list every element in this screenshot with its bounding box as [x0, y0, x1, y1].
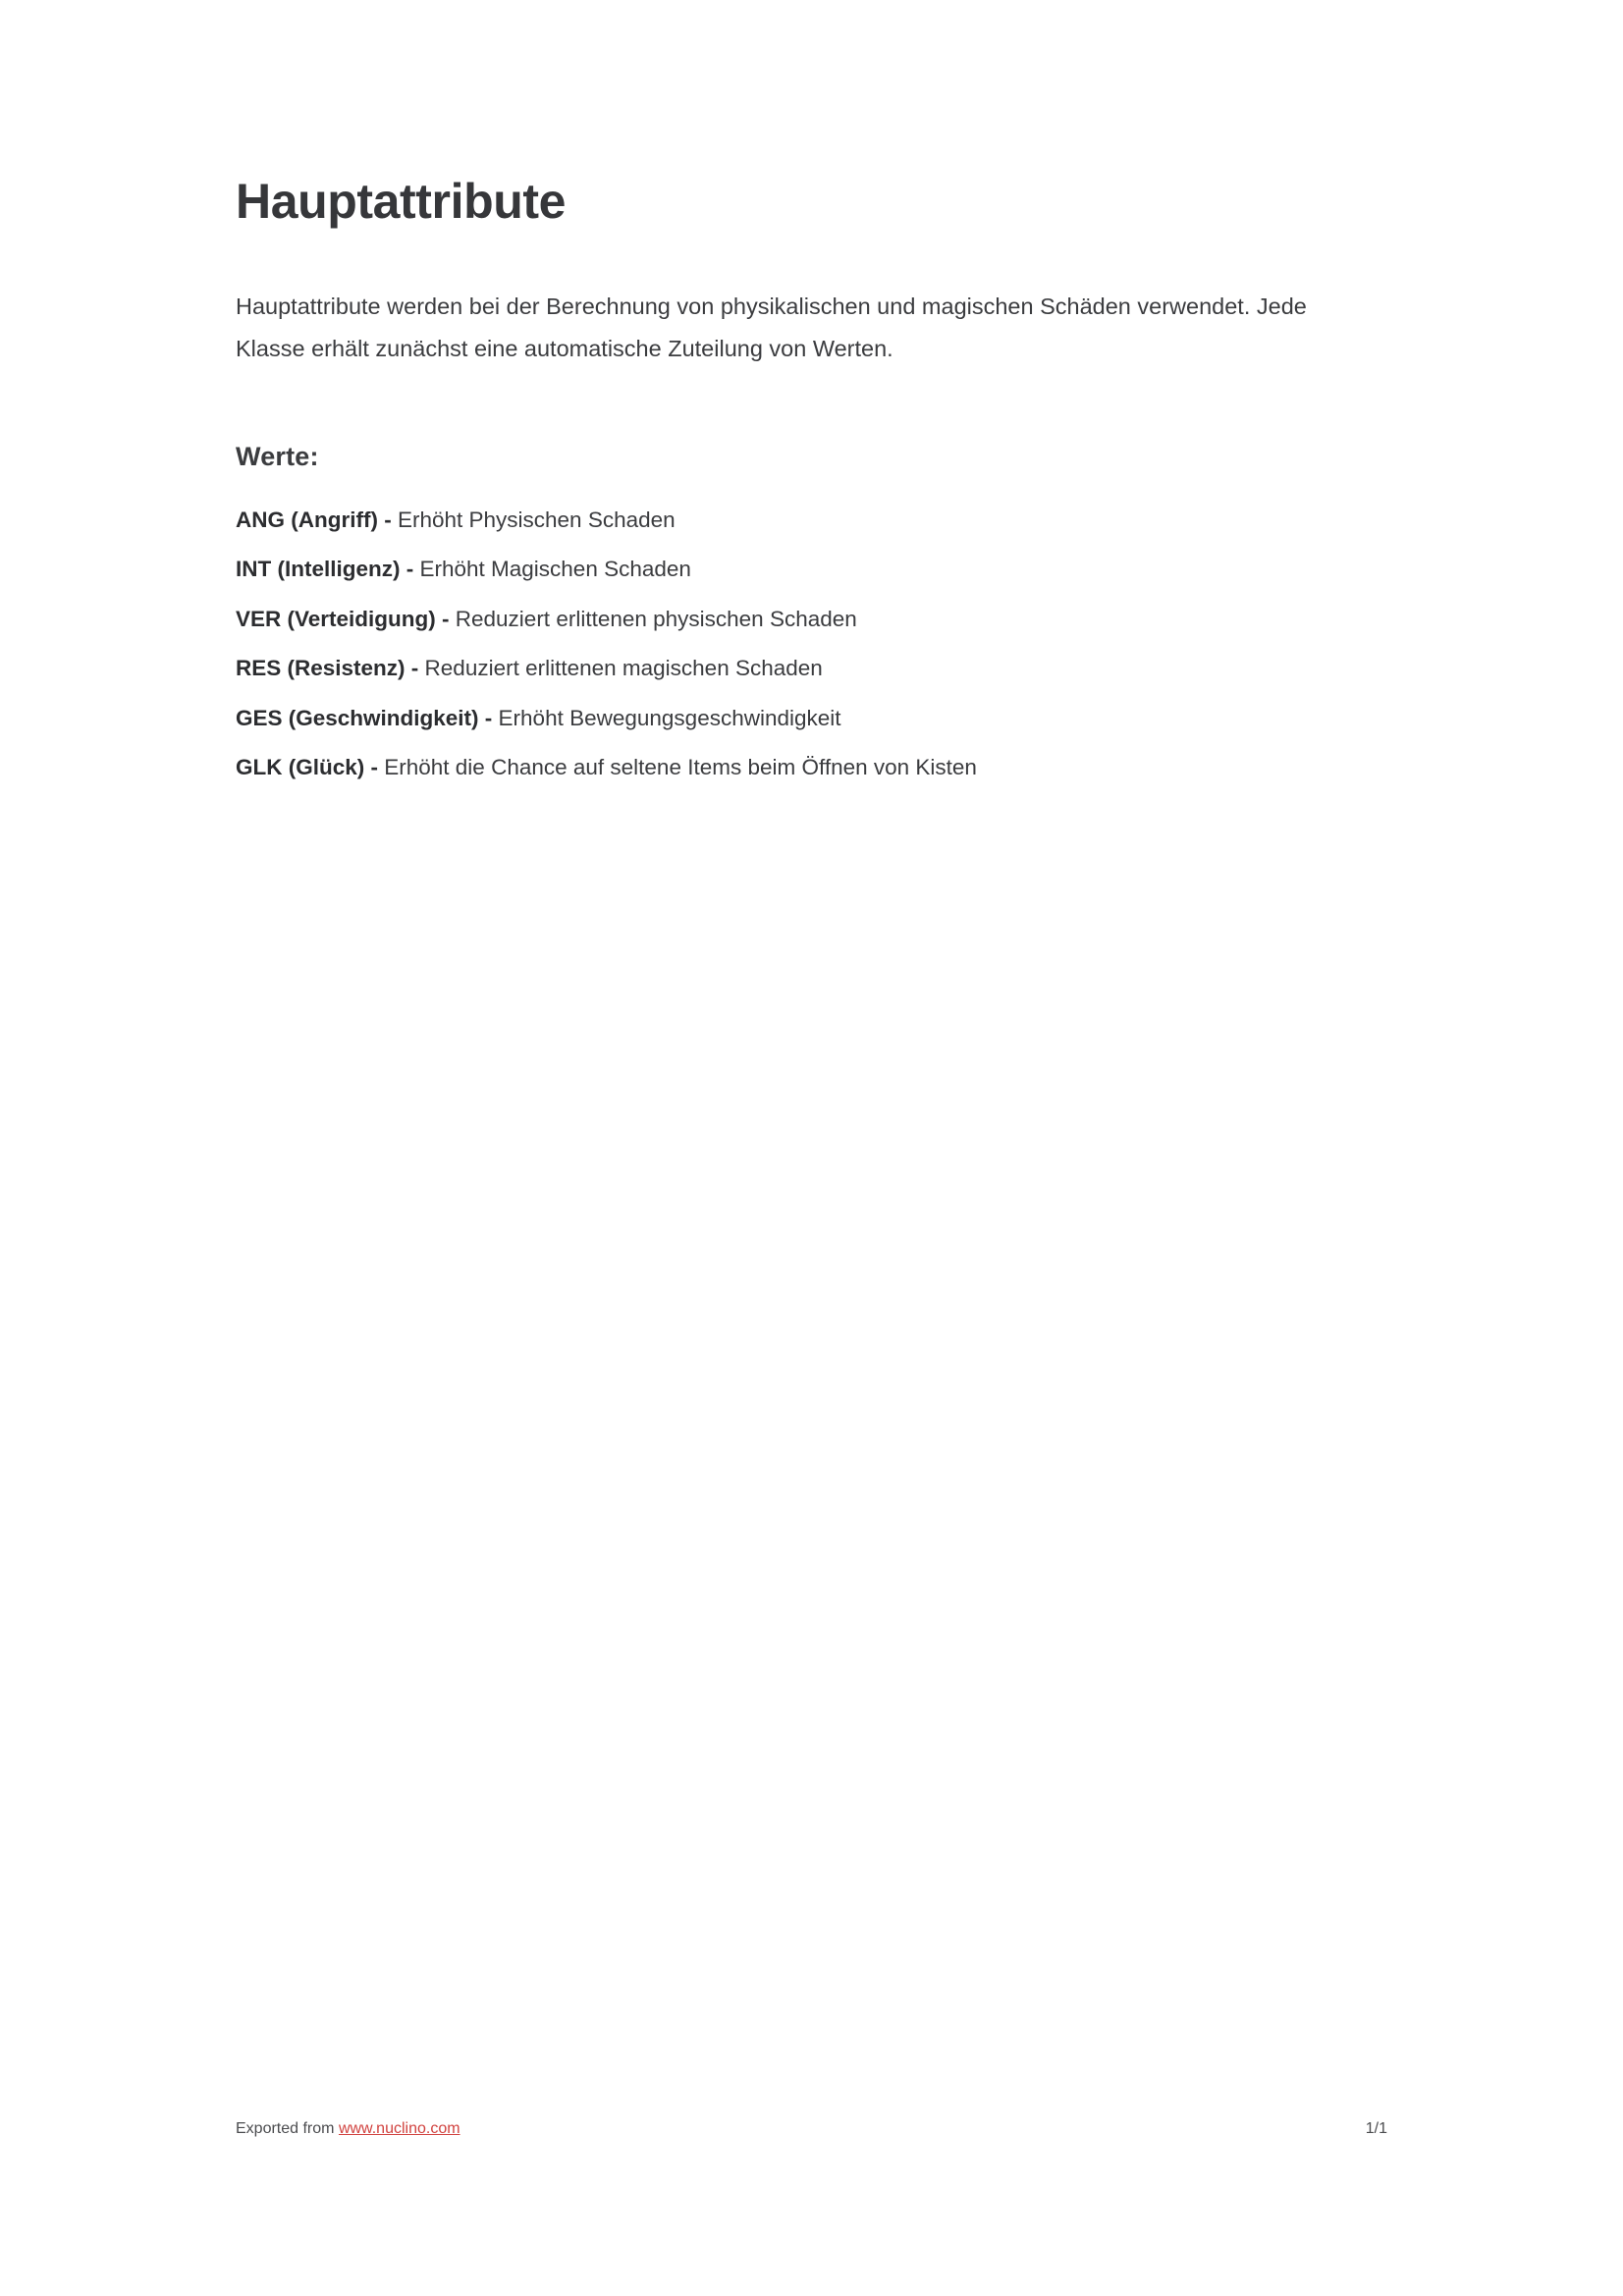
footer-export-note	[236, 2120, 460, 2138]
attribute-term: ANG (Angriff) -	[236, 507, 392, 532]
attribute-term: VER (Verteidigung) -	[236, 606, 450, 631]
attribute-description: Erhöht Bewegungsgeschwindigkeit	[492, 705, 841, 730]
attribute-description: Erhöht Magischen Schaden	[413, 557, 691, 582]
nuclino-link[interactable]: www.nuclino.com	[338, 2120, 460, 2137]
footer-export-prefix: Exported from	[236, 2120, 339, 2137]
attribute-term: GES (Geschwindigkeit) -	[236, 705, 493, 730]
attribute-description: Reduziert erlittenen physischen Schaden	[449, 606, 857, 631]
attribute-description: Erhöht Physischen Schaden	[391, 507, 676, 532]
attribute-list	[236, 496, 1394, 793]
attribute-term: INT (Intelligenz) -	[236, 557, 414, 582]
list-item	[236, 496, 1394, 546]
attribute-term: GLK (Glück) -	[236, 755, 378, 780]
list-item	[236, 694, 1394, 744]
list-item	[236, 644, 1394, 694]
list-item	[236, 545, 1394, 595]
list-item	[236, 595, 1394, 645]
page-number: 1/1	[1365, 2120, 1387, 2137]
attribute-term: RES (Resistenz) -	[236, 656, 419, 681]
page-title: Hauptattribute	[236, 174, 567, 229]
attribute-description: Reduziert erlittenen magischen Schaden	[418, 656, 823, 681]
intro-paragraph: Hauptattribute werden bei der Berechnung von physikalischen und magischen Schäden verwendet. Jede Klasse erhält zunächst eine automatische Zuteilung von Werten.	[236, 294, 1307, 362]
page-footer	[236, 2120, 1387, 2138]
list-item	[236, 743, 1394, 793]
section-heading-werte: Werte:	[236, 441, 319, 471]
attribute-description: Erhöht die Chance auf seltene Items beim Öffnen von Kisten	[378, 755, 977, 780]
document-body	[236, 172, 1394, 793]
